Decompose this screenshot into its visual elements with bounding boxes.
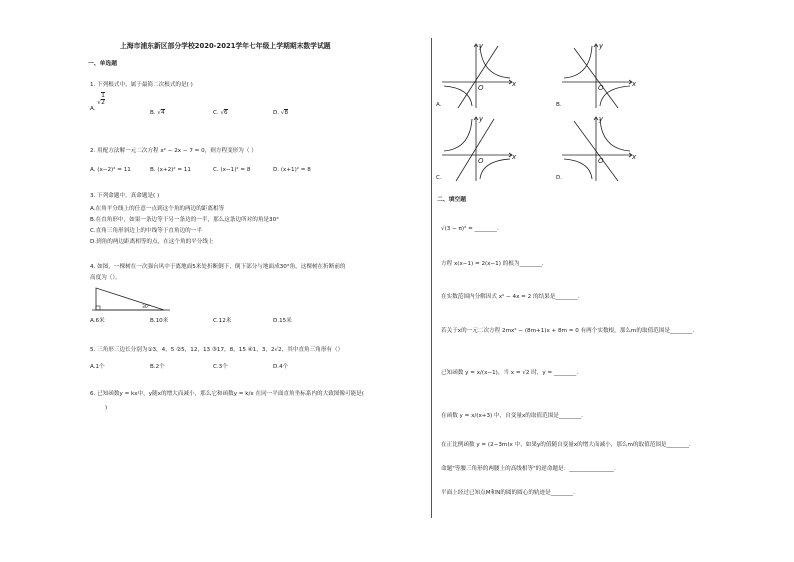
graph-b-x-label: x xyxy=(632,80,637,88)
q4-angle-label: 30° xyxy=(142,305,150,310)
graph-c-x-label: x xyxy=(512,153,517,161)
fill-q10: 若关于x的一元二次方程 2mx² − (8m+1)x + 8m = 0 有两个实数根，那么m的取值范围是________. xyxy=(441,328,695,334)
q3-option-a: A.在角平分线上的任意一点到这个角的两边的距离相等 xyxy=(90,206,225,212)
q2-option-a: A. (x−2)² = 11 xyxy=(90,167,131,173)
q1-stem: 1. 下列根式中，属于最简二次根式的是( ) xyxy=(90,82,193,88)
fill-q14: 命题"等腰三角形的两腰上的高线相等"的逆命题是：________________. xyxy=(441,466,616,472)
q1-c-radicand: 6 xyxy=(224,110,228,116)
section-fill-blank: 二、填空题 xyxy=(437,197,466,203)
fill-q13: 在正比例函数 y = (2−3m)x 中，如果y的值随自变量x的增大而减小，那么m的取值范围是________. xyxy=(441,442,691,448)
fill-q11: 已知函数 y = x/(x−1)，当 x = √2 时，y = ________. xyxy=(441,370,579,376)
section-single-choice: 一、单选题 xyxy=(88,61,117,67)
fill-q9: 在实数范围内分解因式 x² − 4x = 2 的结果是________. xyxy=(441,294,580,300)
q4-option-c: C.12米 xyxy=(213,318,232,324)
fill-q7: √(3 − π)² = ________. xyxy=(441,226,499,232)
q1-d-radicand: 8 xyxy=(284,110,288,116)
q1-a-radical: √ $\frac{1}{2}$ xyxy=(97,92,105,106)
q1-option-d: D. √8 xyxy=(273,110,288,116)
q4-stem-line2: 高度为（）。 xyxy=(90,275,121,281)
graph-b-label: B. xyxy=(556,102,562,108)
graph-a-label: A. xyxy=(436,102,442,108)
graph-d-y-label: y xyxy=(599,115,604,123)
graph-b-origin-label: O xyxy=(598,84,604,92)
q5-option-d: D.4个 xyxy=(273,364,289,370)
q1-option-c-label: C. xyxy=(213,110,219,116)
graph-b-y-label: y xyxy=(599,42,604,50)
q4-option-a: A.6米 xyxy=(90,318,105,324)
tree-triangle-figure xyxy=(92,286,172,314)
graph-d-x-label: x xyxy=(632,153,637,161)
q2-stem: 2. 用配方法解一元二次方程 x² − 2x − 7 = 0，则方程变形为（ ） xyxy=(90,148,257,154)
fill-q15: 平面上经过已知点M和N的圆的圆心的轨迹是________. xyxy=(441,490,575,496)
q3-option-c: C.直角三角形斜边上的中线等于直角边的一半 xyxy=(90,228,202,234)
q1-option-a-label: A. xyxy=(90,106,96,112)
graph-d-origin-label: O xyxy=(598,157,604,165)
q6-stem-line1: 6. 已知函数y = kx中，y随x的增大而减小，那么它和函数y = k/x 在同一平面直角坐标系内的大致图像可能是( xyxy=(90,391,364,397)
q1-option-b: B. √4 xyxy=(150,110,165,116)
q6-stem-line2: ) xyxy=(105,405,108,411)
graph-c xyxy=(440,113,520,183)
q5-option-c: C.3个 xyxy=(213,364,228,370)
graph-d xyxy=(560,113,640,183)
graph-c-label: C. xyxy=(436,175,442,181)
q3-stem: 3. 下列命题中，真命题是( ) xyxy=(90,193,160,199)
q2-option-d: D. (x+1)² = 8 xyxy=(273,167,311,173)
graph-c-y-label: y xyxy=(479,115,484,123)
graph-a-y-label: y xyxy=(479,42,484,50)
column-divider xyxy=(431,38,432,518)
q5-option-b: B.2个 xyxy=(150,364,165,370)
q1-option-d-label: D. xyxy=(273,110,280,116)
q4-stem-line1: 4. 如图，一棵树在一次强台风中于离地面5米处折断倒下，倒下部分与地面成30°角，这棵树在折断前的 xyxy=(90,264,346,270)
q4-option-b: B.10米 xyxy=(150,318,169,324)
q3-option-d: D.到角的两边距离相等的点，在这个角的平分线上 xyxy=(90,239,214,245)
q3-option-b: B.在直角形中，如果一条边等于另一条边的一半，那么这条边所对的角是30° xyxy=(90,217,279,223)
graph-a xyxy=(440,40,520,110)
q2-option-b: B. (x+2)² = 11 xyxy=(150,167,191,173)
q1-option-b-label: B. xyxy=(150,110,156,116)
q1-b-radicand: 4 xyxy=(160,110,165,116)
graph-a-x-label: x xyxy=(512,80,517,88)
q5-stem: 5. 三角形三边长分别为①3，4，5 ②5，12，13 ③17，8，15 ④1，3，2√2，其中直角三角形有（） xyxy=(90,347,344,353)
graph-d-label: D. xyxy=(556,175,563,181)
page-title: 上海市浦东新区部分学校2020-2021学年七年级上学期期末数学试题 xyxy=(120,42,331,50)
graph-c-origin-label: O xyxy=(478,157,484,165)
fill-q8: 方程 x(x−1) = 2(x−1) 的根为________. xyxy=(441,261,544,267)
fill-q12: 在函数 y = x/(x+3) 中，自变量x的取值范围是________. xyxy=(441,413,584,419)
q5-option-a: A.1个 xyxy=(90,364,105,370)
q4-option-d: D.15米 xyxy=(273,318,292,324)
graph-a-origin-label: O xyxy=(478,84,484,92)
q1-option-c: C. √6 xyxy=(213,110,228,116)
q1-option-a xyxy=(90,92,105,113)
graph-b xyxy=(560,40,640,110)
q2-option-c: C. (x−1)² = 8 xyxy=(213,167,251,173)
